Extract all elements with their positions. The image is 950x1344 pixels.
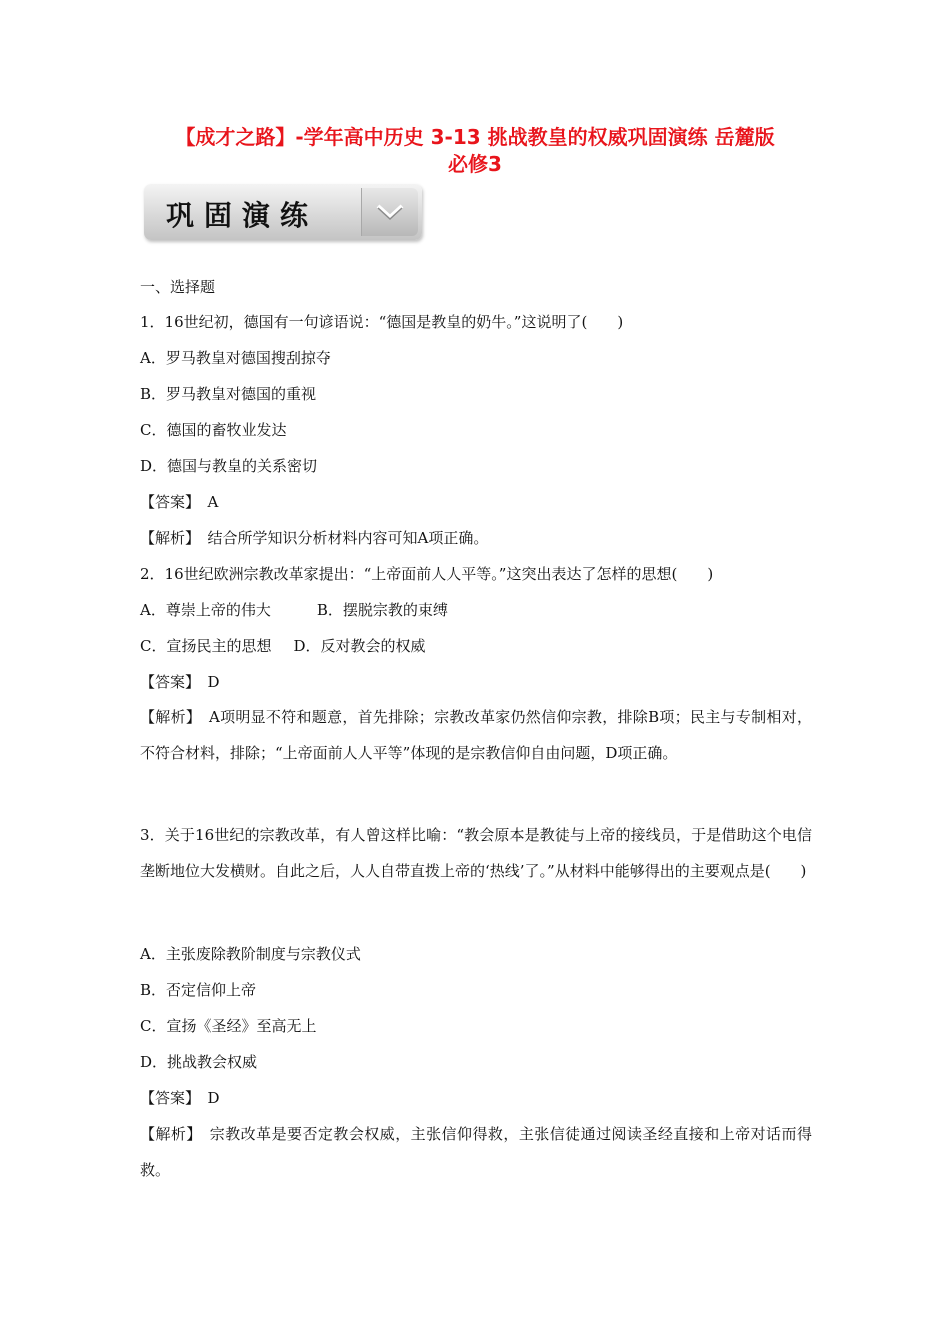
q3-option-b: B．否定信仰上帝 [140,981,257,999]
section-banner [140,178,424,244]
q3-stem: 3．关于16世纪的宗教改革，有人曾这样比喻：“教会原本是教徒与上帝的接线员，于是借助这个电信垄断地位大发横财。自此之后，人人自带直拨上帝的‘热线’了。”从材料中能够得出的主要观点是( ) [140,826,812,880]
q1-analysis [140,528,488,548]
banner-label: 巩固演练 [166,199,319,232]
answer-label: 【答案】 [140,1089,193,1107]
analysis-text: 宗教改革是要否定教会权威，主张信仰得救，主张信徒通过阅读圣经直接和上帝对话而得救。 [140,1125,812,1179]
answer-value: D [207,673,220,691]
q1-option-b: B．罗马教皇对德国的重视 [140,385,317,403]
q1-option-d: D．德国与教皇的关系密切 [140,457,318,475]
q2-option-d: D．反对教会的权威 [293,637,426,655]
q2-option-c: C．宣扬民主的思想 [140,637,272,655]
q3-option-c: C．宣扬《圣经》至高无上 [140,1017,317,1035]
answer-value: D [207,1089,220,1107]
section-heading: 一、选择题 [140,278,216,296]
chevron-down-icon [361,188,418,236]
q1-option-c: C．德国的畜牧业发达 [140,421,287,439]
q2-stem: 2．16世纪欧洲宗教改革家提出：“上帝面前人人平等。”这突出表达了怎样的思想( ) [140,565,714,583]
q3-option-d: D．挑战教会权威 [140,1053,258,1071]
analysis-label: 【解析】 [140,708,194,726]
q3-option-a: A．主张废除教阶制度与宗教仪式 [140,945,361,963]
answer-value: A [207,493,219,511]
answer-label: 【答案】 [140,493,193,511]
q2-option-b: B．摆脱宗教的束缚 [316,601,448,619]
analysis-label: 【解析】 [140,529,193,547]
q2-options-ab [140,600,448,620]
analysis-text: A项明显不符和题意，首先排除；宗教改革家仍然信仰宗教，排除B项；民主与专制相对，不符合材料，排除；“上帝面前人人平等”体现的是宗教信仰自由问题，D项正确。 [140,708,812,762]
q3-analysis [140,1116,812,1188]
q1-stem: 1．16世纪初，德国有一句谚语说：“德国是教皇的奶牛。”这说明了( ) [140,313,624,331]
analysis-text: 结合所学知识分析材料内容可知A项正确。 [207,529,489,547]
q2-analysis [140,699,812,771]
q1-option-a: A．罗马教皇对德国搜刮掠夺 [140,349,331,367]
q2-answer [140,672,220,692]
q1-answer [140,492,218,512]
q3-answer [140,1088,220,1108]
document-title-line2: 必修3 [448,152,502,176]
q2-option-a: A．尊崇上帝的伟大 [140,601,271,619]
document-title-line1: 【成才之路】-学年高中历史 3-13 挑战教皇的权威巩固演练 岳麓版 [175,125,775,149]
q2-options-cd [140,636,426,656]
answer-label: 【答案】 [140,673,193,691]
analysis-label: 【解析】 [140,1125,195,1143]
